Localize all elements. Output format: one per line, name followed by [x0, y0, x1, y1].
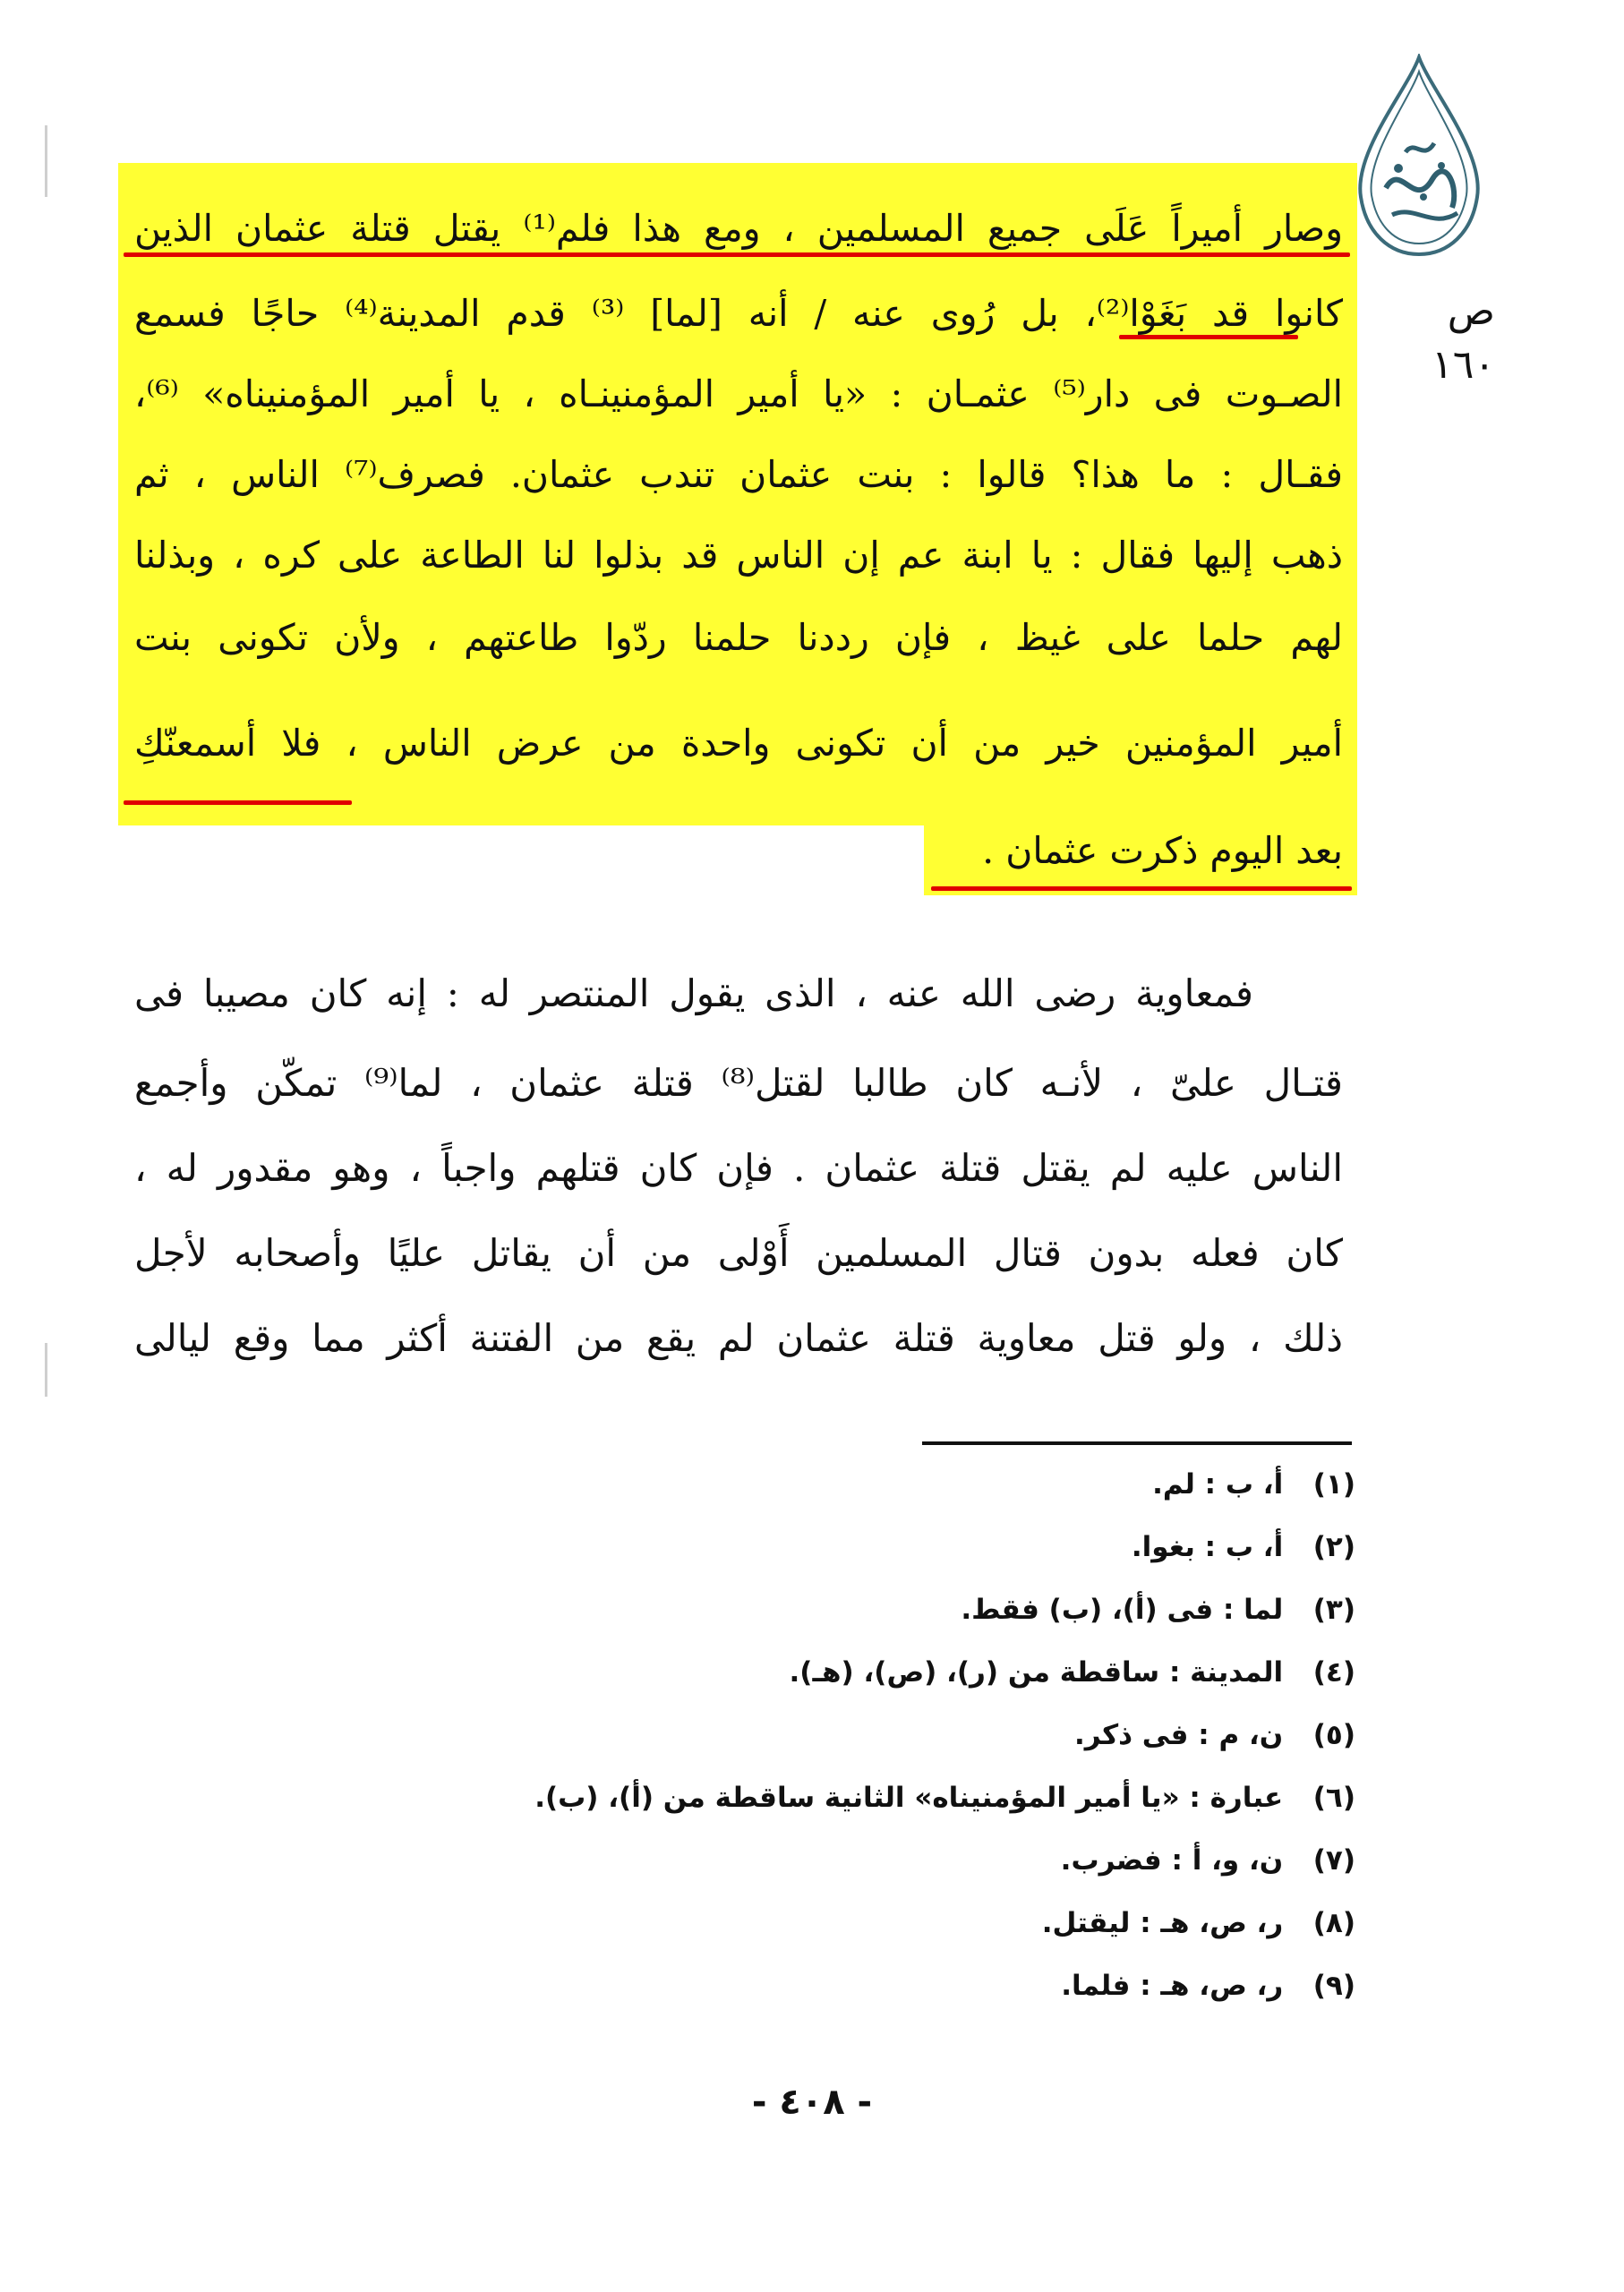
footnote: [1074, 1714, 1355, 1757]
margin-mark: [45, 125, 47, 197]
footnote-number: (٩): [1312, 1970, 1355, 2002]
red-underline: [124, 252, 1350, 257]
footnote: [1132, 1526, 1355, 1569]
footnote-number: (٨): [1312, 1907, 1355, 1939]
body-text-line: ذلك ، ولو قتل معاوية قتلة عثمان لم يقع من الفتنة أكثر مما وقع ليالى: [134, 1316, 1343, 1360]
highlighted-text-line: كانوا قد بَغَوْا⁽²⁾، بل رُوى عنه / أنه [لما] ⁽³⁾ قدم المدينة⁽⁴⁾ حاجًا فسمع: [134, 292, 1343, 335]
body-text-line: كان فعله بدون قتال المسلمين أَوْلى من أن يقاتل عليًا وأصحابه لأجل: [134, 1231, 1343, 1275]
footnote-separator: [922, 1441, 1352, 1445]
footnote: [1061, 1964, 1355, 2007]
highlighted-text-line: وصار أميراً عَلَى جميع المسلمين ، ومع هذا فلم⁽¹⁾ يقتل قتلة عثمان الذين: [134, 207, 1343, 250]
page-reference: ص ١٦٠: [1432, 288, 1495, 388]
footnote-number: (٢): [1312, 1531, 1355, 1563]
highlighted-text-line: الصـوت فى دار⁽⁵⁾ عثمـان : «يا أمير المؤمنينـاه ، يا أمير المؤمنيناه» ⁽⁶⁾،: [134, 372, 1343, 415]
red-underline: [1119, 335, 1298, 339]
footnote-number: (٥): [1312, 1719, 1355, 1751]
red-underline: [931, 886, 1352, 891]
footnote: [1061, 1839, 1355, 1882]
footnote-text: عبارة : «يا أمير المؤمنيناه» الثانية ساقطة من (أ)، (ب).: [534, 1782, 1284, 1814]
footnote: [1042, 1902, 1355, 1945]
footnote-number: (٤): [1312, 1656, 1355, 1689]
footnote: [790, 1651, 1356, 1694]
footnote-number: (٧): [1312, 1844, 1355, 1877]
highlighted-text-line: بعد اليوم ذكرت عثمان .: [982, 829, 1343, 872]
footnote-text: ن، و، أ : فضرب.: [1060, 1844, 1284, 1877]
footnote-text: أ، ب : لم.: [1152, 1468, 1284, 1501]
footnote-number: (٣): [1312, 1594, 1355, 1626]
footnote-text: لما : فى (أ)، (ب) فقط.: [961, 1594, 1284, 1626]
footnote-number: (٦): [1312, 1782, 1355, 1814]
body-text-line: قتـال علىّ ، لأنـه كان طالبا لقتل⁽⁸⁾ قتلة عثمان ، لما⁽⁹⁾ تمكّن وأجمع: [134, 1061, 1344, 1105]
footnote-text: ر، ص، هـ : فلما.: [1061, 1970, 1284, 2002]
highlighted-text-line: ذهب إليها فقال : يا ابنة عم إن الناس قد بذلوا لنا الطاعة على كره ، وبذلنا: [134, 534, 1343, 577]
footnote-text: المدينة : ساقطة من (ر)، (ص)، (هـ).: [789, 1656, 1284, 1689]
highlighted-text-line: أمير المؤمنين خير من أن تكونى واحدة من عرض الناس ، فلا أسمعنّكِ: [134, 722, 1343, 765]
red-underline: [124, 800, 352, 805]
footnote-text: أ، ب : بغوا.: [1131, 1531, 1284, 1563]
calligraphy-drop-logo: [1352, 54, 1486, 260]
margin-mark: [45, 1343, 47, 1397]
footnote: [961, 1588, 1355, 1631]
page-number: - ٤٠٨ -: [751, 2082, 873, 2123]
body-text-line: فمعاوية رضى الله عنه ، الذى يقول المنتصر له : إنه كان مصيبا فى: [134, 971, 1253, 1015]
footnote: [534, 1776, 1355, 1819]
footnote: [1152, 1463, 1355, 1506]
body-text-line: الناس عليه لم يقتل قتلة عثمان . فإن كان قتلهم واجباً ، وهو مقدور له ،: [134, 1146, 1343, 1190]
footnote-text: ن، م : فى ذكر.: [1074, 1719, 1284, 1751]
footnote-text: ر، ص، هـ : ليقتل.: [1041, 1907, 1284, 1939]
highlighted-text-line: لهم حلما على غيظ ، فإن رددنا حلمنا ردّوا طاعتهم ، ولأن تكونى بنت: [134, 616, 1343, 659]
highlighted-text-line: فقـال : ما هذا؟ قالوا : بنت عثمان تندب عثمان. فصرف⁽⁷⁾ الناس ، ثم: [134, 453, 1343, 496]
footnote-number: (١): [1312, 1468, 1355, 1501]
